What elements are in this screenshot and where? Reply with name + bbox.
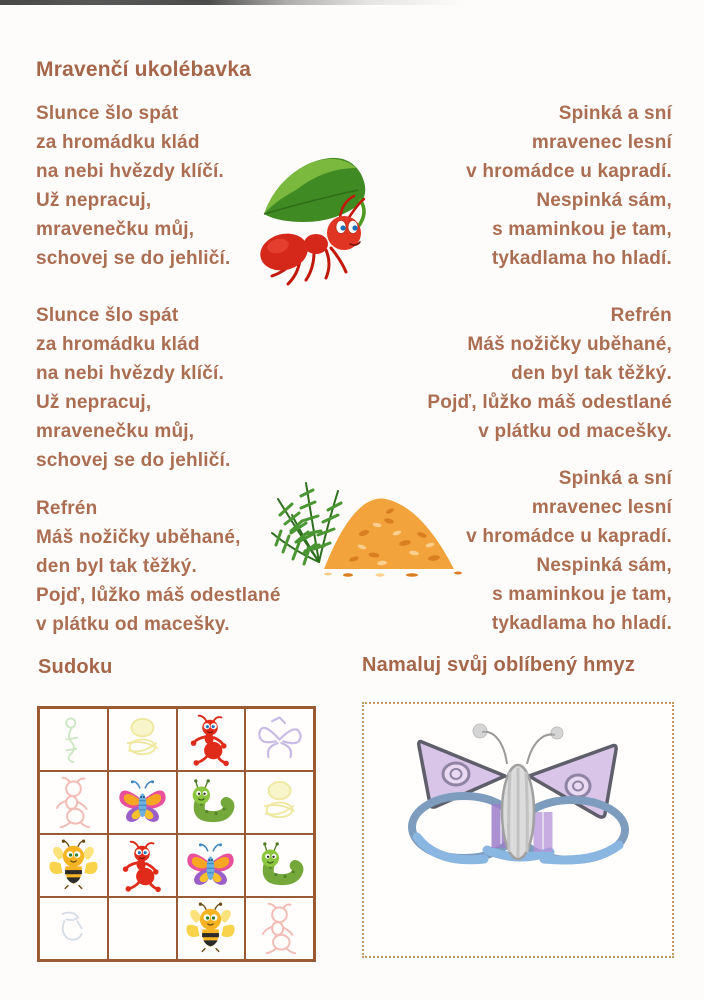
lyric-line: Refrén [610,305,672,326]
lyric-line: den byl tak těžký. [36,556,197,577]
lyric-line: mravenečku můj, [36,219,195,240]
bee-icon [46,838,101,893]
sketch-caterpillar-icon [46,712,101,767]
verse-sun-1 [36,99,230,273]
lyric-line: Slunce šlo spát [36,103,179,124]
lyric-line: Už nepracuj, [36,190,152,211]
sudoku-cell-butterfly [177,834,246,897]
scan-edge-artifact [0,0,462,5]
sudoku-cell-sketch-bee [108,708,177,771]
ant-icon [183,712,238,767]
lyric-line: Pojď, lůžko máš odestlané [36,585,281,606]
lyric-line: tykadlama ho hladí. [491,613,672,634]
lyric-line: den byl tak těžký. [511,363,672,384]
caterpillar-icon [252,838,307,893]
lyric-line: v hromádce u kapradí. [466,526,672,547]
sudoku-heading: Sudoku [38,656,113,678]
caterpillar-icon [183,775,238,830]
lyric-line: schovej se do jehličí. [36,248,231,269]
lyric-line: Slunce šlo spát [36,305,179,326]
ant-carrying-leaf-illustration [256,152,388,292]
lyric-line: Pojď, lůžko máš odestlané [427,392,672,413]
refrain-right [342,301,672,446]
butterfly-icon [115,775,170,830]
lyric-line: mravenečku můj, [36,421,195,442]
ant-icon [115,838,170,893]
sudoku-cell-ant [177,708,246,771]
verse-sleep-1 [342,99,672,273]
sudoku-cell-empty [108,897,177,960]
lyric-line: mravenec lesní [531,497,672,518]
drawing-box [362,702,674,958]
butterfly-icon [183,838,238,893]
lyric-line: na nebi hvězdy klíčí. [36,161,224,182]
lyric-line: Spinká a sní [558,468,672,489]
sudoku-cell-caterpillar [245,834,314,897]
lyric-line: Nespinká sám, [536,555,672,576]
sketch-doodle-icon [46,901,101,956]
sketch-ant-icon [252,901,307,956]
lyric-line: Máš nožičky uběhané, [467,334,672,355]
sudoku-cell-bee [177,897,246,960]
sketch-bee-icon [252,775,307,830]
lyric-line: Nespinká sám, [536,190,672,211]
sudoku-cell-butterfly [108,771,177,834]
lyric-line: na nebi hvězdy klíčí. [36,363,224,384]
sudoku-cell-sketch-ant [245,897,314,960]
bee-icon [183,901,238,956]
sudoku-grid [37,706,316,962]
lyric-line: Už nepracuj, [36,392,152,413]
lyric-line: Refrén [36,498,98,519]
verse-sun-2 [36,301,230,475]
sketch-bee-icon [115,712,170,767]
sudoku-cell-sketch-bee [245,771,314,834]
sudoku-cell-caterpillar [177,771,246,834]
lyric-line: za hromádku klád [36,334,200,355]
sudoku-cell-sketch-ant [39,771,108,834]
fern-and-anthill-illustration [262,463,470,581]
lyric-line: s maminkou je tam, [492,584,672,605]
lyric-line: v plátku od macešky. [36,614,230,635]
lyric-line: s maminkou je tam, [492,219,672,240]
sketch-ant-icon [46,775,101,830]
lyric-line: schovej se do jehličí. [36,450,231,471]
sudoku-cell-sketch-caterpillar [39,708,108,771]
drawing-heading: Namaluj svůj oblíbený hmyz [362,654,636,676]
lyric-line: v plátku od macešky. [478,421,672,442]
page-title: Mravenčí ukolébavka [36,58,252,81]
refrain-left [36,494,281,639]
lyric-line: za hromádku klád [36,132,200,153]
lyric-line: mravenec lesní [531,132,672,153]
lyric-line: Spinká a sní [558,103,672,124]
sudoku-cell-sketch-doodle [39,897,108,960]
sudoku-cell-bee [39,834,108,897]
sudoku-cell-ant [108,834,177,897]
sketch-butterfly-icon [252,712,307,767]
lyric-line: tykadlama ho hladí. [491,248,672,269]
sudoku-cell-sketch-butterfly [245,708,314,771]
lyric-line: v hromádce u kapradí. [466,161,672,182]
lyric-line: Máš nožičky uběhané, [36,527,241,548]
crayon-butterfly-drawing [392,712,644,882]
